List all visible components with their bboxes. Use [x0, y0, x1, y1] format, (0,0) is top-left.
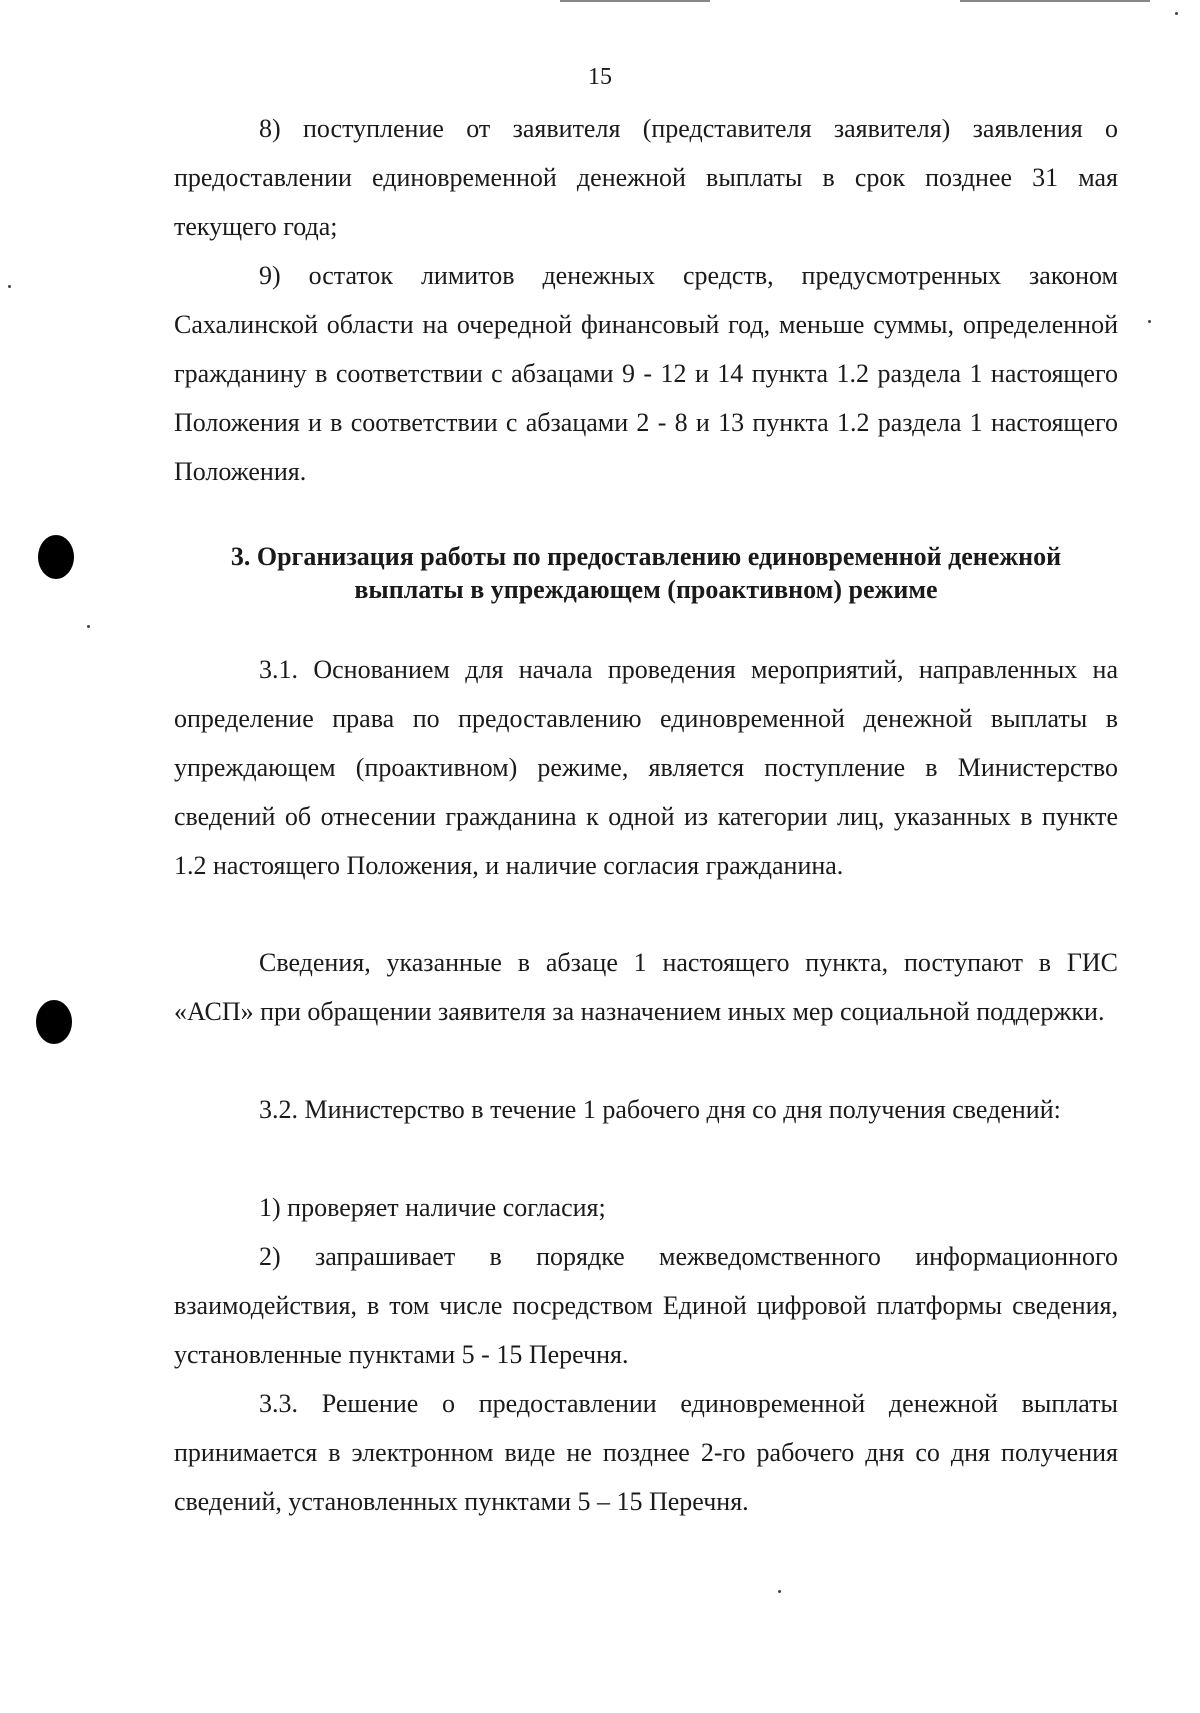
scan-speck: [778, 1590, 781, 1593]
scan-speck: [87, 625, 90, 628]
paragraph-3-1: 3.1. Основанием для начала проведения мероприятий, направленных на определение права по предоставлению единовременной денежной выплаты в упреждающем (проактивном) режиме, является поступление в Министерство сведений об отнесении гражданина к одной из категории лиц, указанных в пункте 1.2 настоящего Положения, и наличие согласия гражданина.: [174, 655, 1118, 880]
scan-speck: [8, 285, 11, 288]
scan-edge-line: [560, 0, 710, 2]
scan-edge-line: [960, 0, 1150, 2]
scan-speck: [1175, 12, 1178, 15]
section-heading-line-2: выплаты в упреждающем (проактивном) режиме: [354, 575, 938, 604]
punch-hole-mark: [38, 535, 74, 579]
section-heading-line-1: 3. Организация работы по предоставлению единовременной денежной: [230, 542, 1062, 571]
paragraph-sources: Сведения, указанные в абзаце 1 настоящего пункта, поступают в ГИС «АСП» при обращении заявителя за назначением иных мер социальной поддержки.: [174, 948, 1118, 1026]
paragraph-3-3: 3.3. Решение о предоставлении единовременной денежной выплаты принимается в электронном виде не позднее 2-го рабочего дня со дня получения сведений, установленных пунктами 5 – 15 Перечня.: [174, 1389, 1118, 1516]
paragraph-3-2-item-2: 2) запрашивает в порядке межведомственного информационного взаимодействия, в том числе посредством Единой цифровой платформы сведения, установленные пунктами 5 - 15 Перечня.: [174, 1242, 1118, 1369]
paragraph-item-8: 8) поступление от заявителя (представителя заявителя) заявления о предоставлении единовременной денежной выплаты в срок позднее 31 мая текущего года;: [174, 114, 1118, 241]
punch-hole-mark: [36, 1000, 72, 1044]
paragraph-item-9: 9) остаток лимитов денежных средств, предусмотренных законом Сахалинской области на очередной финансовый год, меньше суммы, определенной гражданину в соответствии с абзацами 9 - 12 и 14 пункта 1.2 раздела 1 настоящего Положения и в соответствии с абзацами 2 - 8 и 13 пункта 1.2 раздела 1 настоящего Положения.: [174, 261, 1118, 486]
page-number: 15: [588, 64, 612, 90]
scan-speck: [1148, 320, 1151, 323]
paragraph-3-2: 3.2. Министерство в течение 1 рабочего дня со дня получения сведений:: [259, 1095, 1061, 1124]
paragraph-3-2-item-1: 1) проверяет наличие согласия;: [259, 1193, 606, 1222]
